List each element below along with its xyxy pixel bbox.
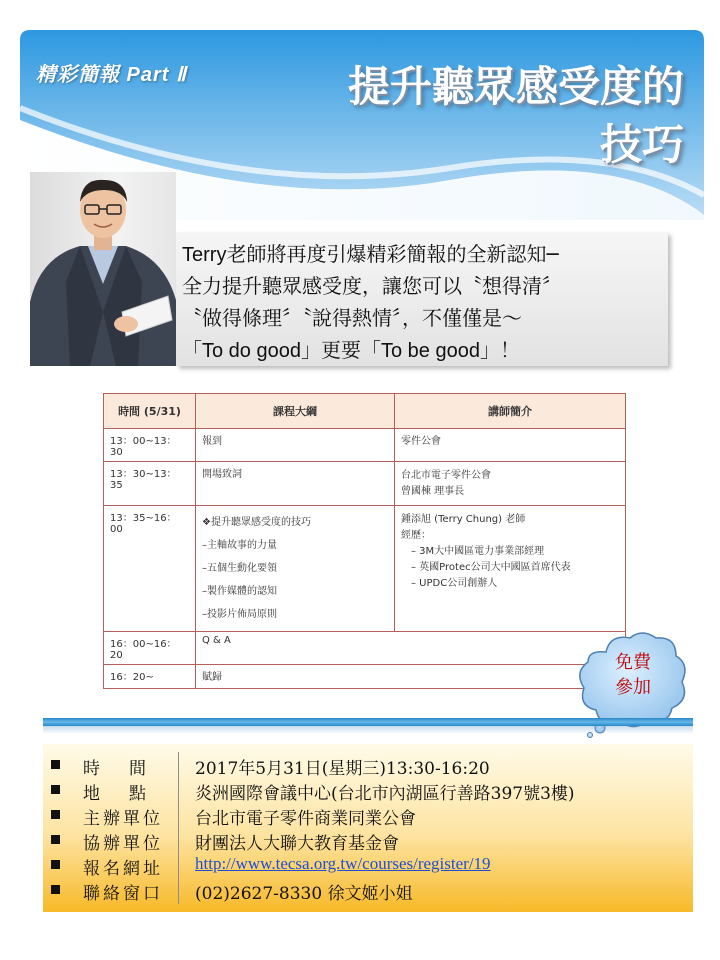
topic-line: –五個生動化要領 xyxy=(202,563,277,574)
schedule-table xyxy=(103,393,626,689)
square-bullet-icon xyxy=(51,760,60,769)
topic-line: –主軸故事的力量 xyxy=(202,540,277,551)
registration-link[interactable]: http://www.tecsa.org.tw/courses/register/19 xyxy=(195,854,491,873)
row-topic: 開場致詞 xyxy=(196,462,395,506)
table-header-row xyxy=(104,394,626,429)
row-time: 13：35~16：00 xyxy=(104,506,196,632)
row-topic: 賦歸 xyxy=(196,665,626,689)
square-bullet-icon xyxy=(51,885,60,894)
title-line-2: 技巧 xyxy=(599,120,684,169)
intro-line-1 xyxy=(182,238,559,267)
row-speaker xyxy=(395,462,626,506)
topic-line: ❖提升聽眾感受度的技巧 xyxy=(202,517,311,528)
row-time: 16：20~ xyxy=(104,665,196,689)
square-bullet-icon xyxy=(51,785,60,794)
to-be-good: To be good xyxy=(380,340,480,362)
speaker-line: 曾國棟 理事長 xyxy=(401,486,465,497)
cloud-line-2: 參加 xyxy=(615,677,651,698)
intro-name: Terry xyxy=(182,244,227,266)
header-topic: 課程大綱 xyxy=(196,394,395,429)
intro-line-3: 〝做得條理〞〝說得熱情〞，不僅僅是～ xyxy=(182,306,522,330)
to-do-good: To do good xyxy=(202,340,301,362)
speaker-line: 鍾添旭 (Terry Chung) 老師 xyxy=(401,514,526,525)
series-badge: 精彩簡報 Part Ⅱ xyxy=(36,64,187,86)
info-label: 地點 xyxy=(83,784,175,804)
row-topic: 報到 xyxy=(196,429,395,462)
quote-close: 」！ xyxy=(479,338,520,362)
speaker-photo xyxy=(30,172,176,366)
info-value: (02)2627-8330 徐文姬小姐 xyxy=(195,884,413,904)
speaker-line: – UPDC公司創辦人 xyxy=(411,578,498,589)
info-value: 台北市電子零件商業同業公會 xyxy=(195,809,416,829)
section-divider xyxy=(43,718,693,726)
table-row xyxy=(104,429,626,462)
info-value: 炎洲國際會議中心(台北市內湖區行善路397號3樓) xyxy=(195,784,575,804)
intro-box xyxy=(176,232,668,366)
header-speaker: 講師簡介 xyxy=(395,394,626,429)
info-label: 報名網址 xyxy=(83,859,163,879)
row-time: 16：00~16：20 xyxy=(104,632,196,665)
intro-line-1-text: 老師將再度引爆精彩簡報的全新認知─ xyxy=(226,242,559,266)
square-bullet-icon xyxy=(51,860,60,869)
cloud-line-1: 免費 xyxy=(615,652,651,673)
row-speaker: 零件公會 xyxy=(395,429,626,462)
intro-line-4 xyxy=(182,334,520,363)
info-value: 財團法人大聯大教育基金會 xyxy=(195,834,399,854)
table-row xyxy=(104,632,626,665)
row-topic: Q & A xyxy=(196,632,626,665)
row-time: 13：30~13：35 xyxy=(104,462,196,506)
free-cloud-text xyxy=(576,650,690,700)
quote-open: 「 xyxy=(182,338,202,362)
quote-mid: 」更要「 xyxy=(300,338,381,362)
section-divider-shadow xyxy=(43,726,693,734)
table-row xyxy=(104,506,626,632)
topic-line: –投影片佈局原則 xyxy=(202,609,277,620)
event-info-box xyxy=(43,744,693,912)
topic-line: –製作媒體的認知 xyxy=(202,586,277,597)
speaker-line: – 3M大中國區電力事業部經理 xyxy=(411,546,545,557)
row-topic xyxy=(196,506,395,632)
title-line-1: 提升聽眾感受度的 xyxy=(347,62,684,111)
info-value: 2017年5月31日(星期三)13:30-16:20 xyxy=(195,759,490,779)
header-time: 時間 (5/31) xyxy=(104,394,196,429)
table-row xyxy=(104,665,626,689)
intro-line-2: 全力提升聽眾感受度，讓您可以〝想得清〞 xyxy=(182,274,562,298)
table-row xyxy=(104,462,626,506)
speaker-line: 台北市電子零件公會 xyxy=(401,470,491,481)
row-time: 13：00~13：30 xyxy=(104,429,196,462)
page-title xyxy=(348,58,684,174)
speaker-line: 經歷： xyxy=(401,530,431,541)
info-label: 時間 xyxy=(83,759,175,779)
info-label: 主辦單位 xyxy=(83,809,163,829)
info-label: 協辦單位 xyxy=(83,834,163,854)
square-bullet-icon xyxy=(51,810,60,819)
speaker-line: – 英國Protec公司大中國區首席代表 xyxy=(411,562,571,573)
square-bullet-icon xyxy=(51,835,60,844)
row-speaker xyxy=(395,506,626,632)
info-label: 聯絡窗口 xyxy=(83,884,163,904)
